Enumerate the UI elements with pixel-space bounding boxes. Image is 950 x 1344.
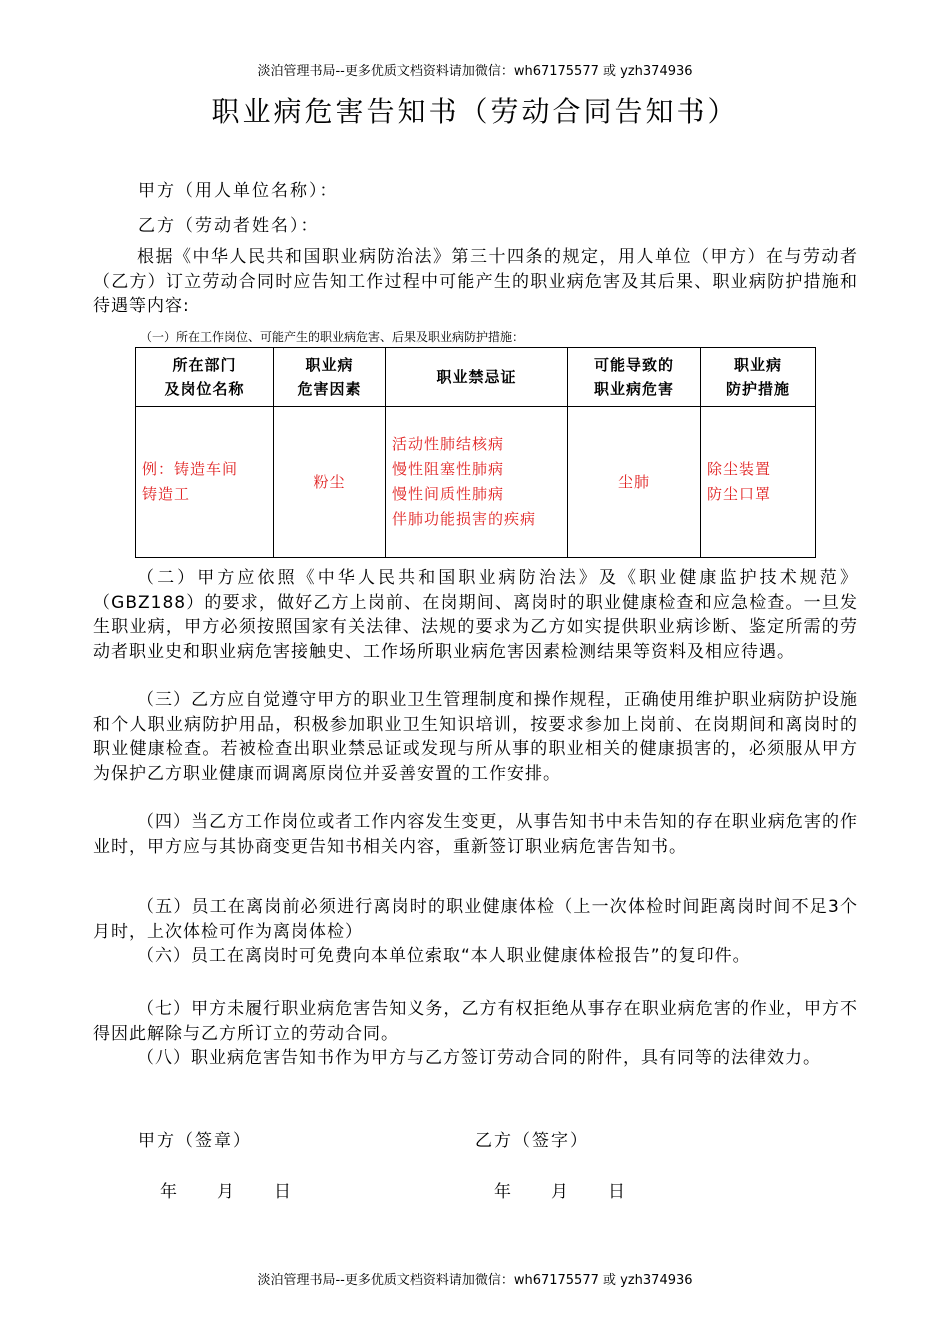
year-label: 年	[494, 1182, 511, 1202]
party-b-date	[494, 1177, 625, 1202]
party-a-line: 甲方（用人单位名称）：	[138, 181, 339, 201]
footer-note: 淡泊管理书局--更多优质文档资料请加微信：wh67175577 或 yzh374936	[257, 1273, 693, 1288]
table-header-row	[136, 348, 816, 407]
day-label: 日	[274, 1182, 291, 1202]
cell-department: 例：铸造车间 铸造工	[136, 407, 274, 558]
col-header-possible-disease: 可能导致的 职业病危害	[568, 348, 701, 407]
day-label: 日	[608, 1182, 625, 1202]
intro-paragraph: 根据《中华人民共和国职业病防治法》第三十四条的规定，用人单位（甲方）在与劳动者（乙方）订立劳动合同时应告知工作过程中可能产生的职业病危害及其后果、职业病防护措施和待遇等内容:	[93, 247, 858, 316]
col-header-contraindication: 职业禁忌证	[386, 348, 568, 407]
col-header-hazard-factor: 职业病 危害因素	[274, 348, 386, 407]
table-caption: （一）所在工作岗位、可能产生的职业病危害、后果及职业病防护措施：	[140, 330, 525, 344]
month-label: 月	[217, 1182, 234, 1202]
year-label: 年	[160, 1182, 177, 1202]
party-a-date	[160, 1177, 291, 1202]
cell-hazard-factor: 粉尘	[274, 407, 386, 558]
col-header-department: 所在部门 及岗位名称	[136, 348, 274, 407]
hazard-table	[135, 347, 816, 558]
cell-contraindication: 活动性肺结核病 慢性阻塞性肺病 慢性间质性肺病 伴肺功能损害的疾病	[386, 407, 568, 558]
section-3: （三）乙方应自觉遵守甲方的职业卫生管理制度和操作规程，正确使用维护职业病防护设施和个人职业病防护用品，积极参加职业卫生知识培训，按要求参加上岗前、在岗期间和离岗时的职业健康检查。若被检查出职业禁忌证或发现与所从事的职业相关的健康损害的，必须服从甲方为保护乙方职业健康而调离原岗位并妥善安置的工作安排。	[93, 690, 858, 784]
party-b-sign-label: 乙方（签字）	[475, 1131, 589, 1151]
section-4: （四）当乙方工作岗位或者工作内容发生变更，从事告知书中未告知的存在职业病危害的作业时，甲方应与其协商变更告知书相关内容，重新签订职业病危害告知书。	[93, 812, 858, 857]
section-7: （七）甲方未履行职业病危害告知义务，乙方有权拒绝从事存在职业病危害的作业，甲方不得因此解除与乙方所订立的劳动合同。	[93, 999, 858, 1044]
section-6: （六）员工在离岗时可免费向本单位索取“本人职业健康体检报告”的复印件。	[137, 946, 751, 966]
section-2: （二）甲方应依照《中华人民共和国职业病防治法》及《职业健康监护技术规范》（GBZ188）的要求，做好乙方上岗前、在岗期间、离岗时的职业健康检查和应急检查。一旦发生职业病，甲方必须按照国家有关法律、法规的要求为乙方如实提供职业病诊断、鉴定所需的劳动者职业史和职业病危害接触史、工作场所职业病危害因素检测结果等资料及相应待遇。	[93, 568, 858, 662]
section-8: （八）职业病危害告知书作为甲方与乙方签订劳动合同的附件，具有同等的法律效力。	[137, 1048, 821, 1068]
header-note: 淡泊管理书局--更多优质文档资料请加微信：wh67175577 或 yzh374936	[257, 64, 693, 79]
col-header-protection: 职业病 防护措施	[701, 348, 816, 407]
month-label: 月	[551, 1182, 568, 1202]
cell-possible-disease: 尘肺	[568, 407, 701, 558]
document-title: 职业病危害告知书（劳动合同告知书）	[211, 95, 739, 128]
section-5: （五）员工在离岗前必须进行离岗时的职业健康体检（上一次体检时间距离岗时间不足3个月时，上次体检可作为离岗体检）	[93, 897, 858, 942]
table-row	[136, 407, 816, 558]
cell-protection: 除尘装置 防尘口罩	[701, 407, 816, 558]
party-b-line: 乙方（劳动者姓名）：	[138, 216, 320, 236]
party-a-seal-label: 甲方（签章）	[138, 1131, 252, 1151]
